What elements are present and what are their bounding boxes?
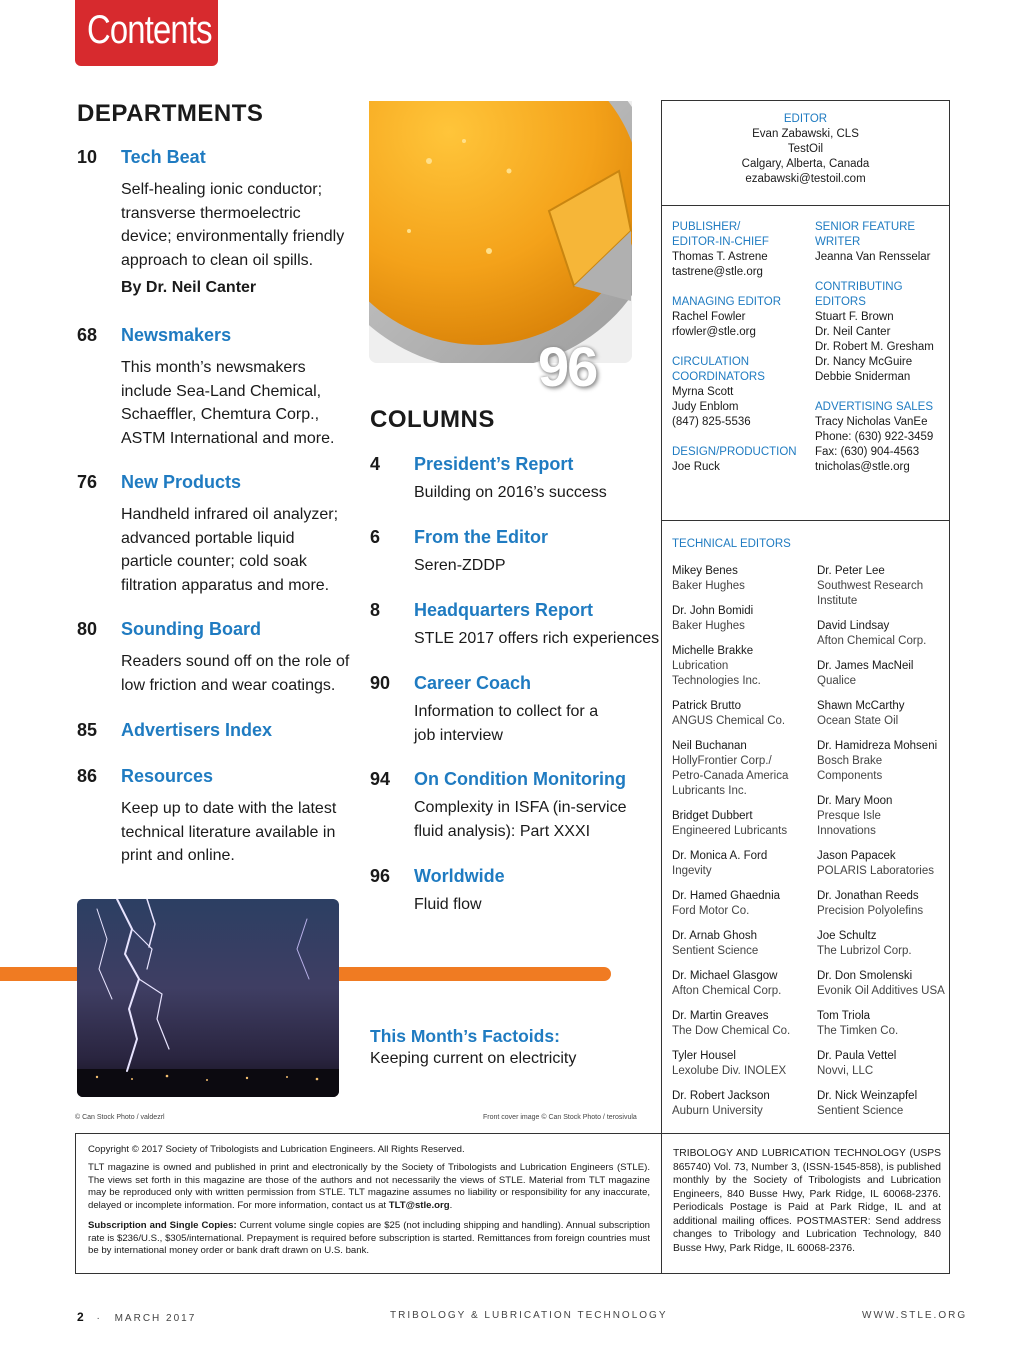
toc-description: Complexity in ISFA (in-service (414, 799, 627, 816)
editor-info-line: TestOil (787, 143, 824, 155)
technical-editor-entry (817, 619, 947, 649)
masthead-divider (662, 205, 949, 206)
masthead-group (815, 220, 945, 265)
tech-editors-right (817, 564, 947, 1119)
technical-editor-entry (672, 849, 812, 879)
subscription-text: Current volume single copies are $25 (not including shipping and handling). Annual subscription rate is $236/U.S., $305/international. Prepayment is required before subscription is started. Remittances from foreign countries must be by international money order or bank draft drawn on U.S. bank. (88, 1220, 650, 1257)
toc-description: device; environmentally friendly (121, 228, 345, 245)
photo-credit-right: Front cover image © Can Stock Photo / terosivula (483, 1114, 637, 1121)
editor-organization: Southwest Research (817, 580, 924, 592)
toc-page-number: 6 (370, 527, 381, 547)
toc-page-number: 4 (370, 454, 381, 474)
toc-title-link[interactable]: From the Editor (414, 527, 548, 547)
masthead-left-column (672, 220, 812, 475)
editor-name: Dr. Jonathan Reeds (817, 890, 919, 902)
toc-description: This month’s newsmakers (121, 359, 306, 376)
technical-editor-entry (817, 1049, 947, 1079)
subscription-notice (88, 1220, 650, 1258)
technical-editor-entry (672, 889, 812, 919)
technical-editor-entry (672, 739, 812, 799)
masthead-role-label: COORDINATORS (672, 371, 765, 383)
masthead-group (672, 220, 812, 280)
contact-email[interactable]: TLT@stle.org (388, 1199, 450, 1211)
masthead-role-label: MANAGING EDITOR (672, 296, 782, 308)
page-number: 2 (77, 1310, 84, 1324)
technical-editor-entry (672, 1049, 812, 1079)
editor-organization: Baker Hughes (672, 580, 745, 592)
editor-organization: Ford Motor Co. (672, 905, 750, 917)
editor-organization: Lexolube Div. INOLEX (672, 1065, 787, 1077)
editor-organization: Technologies Inc. (672, 675, 761, 687)
toc-description: Building on 2016’s success (414, 484, 607, 501)
issue-date: MARCH 2017 (114, 1313, 197, 1324)
toc-description: Readers sound off on the role of (121, 653, 350, 670)
editor-name: Dr. Michael Glasgow (672, 970, 778, 982)
toc-page-number: 85 (77, 720, 98, 740)
masthead-person-line: Dr. Nancy McGuire (815, 356, 913, 368)
masthead-person-line: Judy Enblom (672, 401, 739, 413)
editor-name: Joe Schultz (817, 930, 877, 942)
factoids-title: This Month’s Factoids: (370, 1026, 560, 1046)
editor-organization: Auburn University (672, 1105, 763, 1117)
editor-name: Shawn McCarthy (817, 700, 905, 712)
toc-description: Schaeffler, Chemtura Corp., (121, 406, 320, 423)
editor-organization: Afton Chemical Corp. (817, 635, 927, 647)
editor-name: Dr. Hamidreza Mohseni (817, 740, 938, 752)
editor-info-line: ezabawski@testoil.com (745, 173, 866, 185)
toc-description: STLE 2017 offers rich experiences (414, 630, 660, 647)
toc-title-link[interactable]: Worldwide (414, 866, 505, 886)
toc-page-number: 76 (77, 472, 98, 492)
masthead-role-label: EDITOR-IN-CHIEF (672, 236, 769, 248)
legal-box (75, 1133, 662, 1274)
editor-name: Dr. Hamed Ghaednia (672, 890, 781, 902)
departments-heading: DEPARTMENTS (77, 100, 264, 127)
technical-editor-entry (817, 969, 947, 999)
editor-organization: Engineered Lubricants (672, 825, 788, 837)
masthead-group (672, 445, 812, 475)
editor-name: Dr. Don Smolenski (817, 970, 913, 982)
masthead-person-line: Dr. Neil Canter (815, 326, 891, 338)
editor-name: Mikey Benes (672, 565, 738, 577)
toc-description: Information to collect for a (414, 703, 599, 720)
technical-editor-entry (817, 699, 947, 729)
tech-editors-left (672, 564, 812, 1119)
editor-organization: Sentient Science (672, 945, 759, 957)
masthead-right-column (815, 220, 945, 475)
masthead-person-line: Joe Ruck (672, 461, 720, 473)
masthead-person-line: rfowler@stle.org (672, 326, 756, 338)
publication-statement: TRIBOLOGY AND LUBRICATION TECHNOLOGY (USPS 865740) Vol. 73, Number 3, (ISSN-1545-858), is published monthly by the Society of Tribologists and Lubrication Engineers, 840 Busse Hwy, Park Ridge, IL 60068-2376. Periodicals Postage is Paid at Park Ridge, IL and at additional mailing offices. POSTMASTER: Send address changes to Tribology and Lubrication Technology, 840 Busse Hwy, Park Ridge, IL 60068-2376. (673, 1148, 941, 1254)
technical-editor-entry (672, 699, 812, 729)
technical-editor-entry (817, 889, 947, 919)
toc-description: Fluid flow (414, 896, 482, 913)
photo-credit-left: © Can Stock Photo / valdezrl (75, 1114, 165, 1121)
masthead-role-label: PUBLISHER/ (672, 221, 741, 233)
masthead-person-line: (847) 825-5536 (672, 416, 751, 428)
toc-page-number: 90 (370, 673, 391, 693)
toc-description: fluid analysis): Part XXXI (414, 822, 591, 840)
editor-organization: Sentient Science (817, 1105, 904, 1117)
editor-organization: Precision Polyolefins (817, 905, 924, 917)
toc-description: particle counter; cold soak (121, 553, 307, 570)
masthead-person-line: Thomas T. Astrene (672, 251, 768, 263)
toc-description: job interview (414, 726, 503, 744)
toc-page-number: 68 (77, 325, 98, 345)
technical-editor-entry (817, 929, 947, 959)
editor-name: Tyler Housel (672, 1050, 736, 1062)
factoids-subtitle: Keeping current on electricity (370, 1050, 577, 1067)
masthead-divider (662, 520, 949, 521)
toc-page-number: 80 (77, 619, 98, 639)
technical-editor-entry (672, 969, 812, 999)
editor-name: David Lindsay (817, 620, 890, 632)
editor-organization: Ingevity (672, 865, 712, 877)
editor-organization: Bosch Brake Components (817, 755, 883, 782)
technical-editor-entry (672, 1089, 812, 1119)
toc-title-link[interactable]: President’s Report (414, 454, 574, 474)
editor-organization: Evonik Oil Additives USA (817, 985, 945, 997)
editor-name: Dr. John Bomidi (672, 605, 754, 617)
technical-editor-entry (672, 604, 812, 634)
toc-page-number: 94 (370, 769, 391, 789)
masthead-person-line: tastrene@stle.org (672, 266, 763, 278)
contents-tab (75, 0, 218, 66)
technical-editor-entry (672, 644, 812, 689)
editor-organization: Petro-Canada America (672, 770, 789, 782)
technical-editor-entry (817, 849, 947, 879)
toc-description: Keep up to date with the latest (121, 800, 337, 817)
toc-title-link[interactable]: Advertisers Index (121, 720, 273, 740)
editor-name: Dr. Robert Jackson (672, 1090, 770, 1102)
technical-editor-entry (817, 794, 947, 839)
editor-name: Jason Papacek (817, 850, 896, 862)
toc-description: Self-healing ionic conductor; (121, 181, 323, 198)
masthead-group (815, 280, 945, 385)
toc-description: technical literature available in (121, 823, 336, 841)
editor-name: Tom Triola (817, 1010, 871, 1022)
toc-byline: By Dr. Neil Canter (121, 279, 257, 296)
editor-name: Dr. Mary Moon (817, 795, 893, 807)
masthead-person-line: Myrna Scott (672, 386, 734, 398)
editor-name: Michelle Brakke (672, 645, 754, 657)
toc-title-link[interactable]: New Products (121, 472, 242, 492)
ownership-notice: TLT magazine is owned and published in print and electronically by the Society of Tribologists and Lubrication Engineers (STLE). The views set forth in this magazine are those of the authors and not necessarily the views of STLE. Material from TLT magazine may be reproduced only with written permission from STLE. TLT magazine assumes no liability or responsibility for any inaccurate, delayed or incomplete information. For more information, contact us at TLT@stle.org. (88, 1162, 650, 1211)
toc-title-link[interactable]: Career Coach (414, 673, 532, 693)
lightning-photo (77, 899, 339, 1097)
toc-description: include Sea-Land Chemical, (121, 382, 322, 400)
toc-description: Seren-ZDDP (414, 557, 506, 574)
technical-editors-label: TECHNICAL EDITORS (672, 538, 791, 550)
toc-page-number: 8 (370, 600, 381, 620)
masthead-divider (662, 1133, 949, 1134)
toc-title-link[interactable]: Resources (121, 766, 214, 786)
masthead-box (661, 100, 950, 1274)
masthead-group (672, 355, 812, 430)
masthead-person-line: tnicholas@stle.org (815, 461, 910, 473)
editor-organization: The Dow Chemical Co. (672, 1025, 791, 1037)
toc-description: transverse thermoelectric (121, 204, 301, 222)
editor-name: Dr. Paula Vettel (817, 1050, 897, 1062)
technical-editor-entry (672, 929, 812, 959)
masthead-role-label: CIRCULATION (672, 356, 750, 368)
toc-description: filtration apparatus and more. (121, 576, 330, 594)
technical-editor-entry (817, 1009, 947, 1039)
editor-organization: Innovations (817, 825, 876, 837)
toc-page-number: 96 (370, 866, 391, 886)
editor-info-line: Calgary, Alberta, Canada (741, 158, 870, 170)
toc-page-number: 10 (77, 147, 98, 167)
masthead-person-line: Dr. Robert M. Gresham (815, 341, 934, 353)
footer-separator: · (96, 1313, 102, 1324)
copyright-notice: Copyright © 2017 Society of Tribologists and Lubrication Engineers. All Rights Reserved. (88, 1144, 465, 1155)
editor-organization: Ocean State Oil (817, 715, 899, 727)
editor-organization: HollyFrontier Corp./ (672, 755, 772, 767)
toc-description: Handheld infrared oil analyzer; (121, 506, 339, 523)
masthead-person-line: Tracy Nicholas VanEe (815, 416, 928, 428)
technical-editor-entry (672, 1009, 812, 1039)
technical-editor-entry (672, 564, 812, 594)
masthead-person-line: Rachel Fowler (672, 311, 746, 323)
editor-block (662, 112, 949, 187)
editor-info-line: Evan Zabawski, CLS (752, 128, 859, 140)
toc-description: print and online. (121, 847, 235, 864)
technical-editor-entry (817, 739, 947, 784)
columns-heading: COLUMNS (370, 406, 495, 433)
editor-organization: Presque Isle (817, 810, 881, 822)
masthead-role-label: CONTRIBUTING EDITORS (815, 281, 903, 308)
magazine-name: TRIBOLOGY & LUBRICATION TECHNOLOGY (390, 1310, 668, 1321)
toc-description: approach to clean oil spills. (121, 251, 314, 269)
editor-organization: POLARIS Laboratories (817, 865, 934, 877)
editor-name: Dr. Nick Weinzapfel (817, 1090, 918, 1102)
editor-organization: Lubricants Inc. (672, 785, 747, 797)
editor-name: Dr. Arnab Ghosh (672, 930, 758, 942)
toc-title-link[interactable]: Tech Beat (121, 147, 206, 167)
technical-editor-entry (817, 564, 947, 609)
masthead-person-line: Phone: (630) 922-3459 (815, 431, 934, 443)
masthead-person-line: Jeanna Van Rensselar (815, 251, 931, 263)
editor-name: Bridget Dubbert (672, 810, 753, 822)
ownership-text: TLT magazine is owned and published in print and electronically by the Society of Tribologists and Lubrication Engineers (STLE). The views set forth in this magazine are those of the authors and not necessarily the views of STLE. Material from TLT magazine may be reproduced only with written permission from STLE. TLT magazine assumes no liability or responsibility for any inaccurate, delayed or incomplete information. For more information, contact us at (88, 1162, 650, 1211)
subscription-label: Subscription and Single Copies: (88, 1220, 237, 1231)
toc-description: advanced portable liquid (121, 529, 295, 547)
masthead-group (672, 295, 812, 340)
editor-name: Neil Buchanan (672, 740, 747, 752)
toc-title-link[interactable]: Newsmakers (121, 325, 232, 345)
editor-organization: Qualice (817, 675, 856, 687)
cover-image (369, 101, 632, 363)
editor-organization: The Timken Co. (817, 1025, 899, 1037)
technical-editor-entry (817, 1089, 947, 1119)
editor-organization: ANGUS Chemical Co. (672, 715, 786, 727)
masthead-role-label: ADVERTISING SALES (815, 401, 934, 413)
masthead-person-line: Debbie Sniderman (815, 371, 911, 383)
technical-editor-entry (672, 809, 812, 839)
website-url[interactable]: WWW.STLE.ORG (862, 1310, 968, 1321)
editor-name: Dr. Monica A. Ford (672, 850, 768, 862)
masthead-role-label: SENIOR FEATURE WRITER (815, 221, 916, 248)
editor-name: Patrick Brutto (672, 700, 742, 712)
editor-organization: Afton Chemical Corp. (672, 985, 782, 997)
masthead-person-line: Fax: (630) 904-4563 (815, 446, 920, 458)
toc-title-link[interactable]: Headquarters Report (414, 600, 594, 620)
masthead-group (815, 400, 945, 475)
editor-organization: The Lubrizol Corp. (817, 945, 912, 957)
toc-page-number: 86 (77, 766, 98, 786)
editor-organization: Institute (817, 595, 858, 607)
editor-organization: Baker Hughes (672, 620, 745, 632)
toc-title-link[interactable]: Sounding Board (121, 619, 261, 639)
cover-page-number: 96 (538, 335, 597, 398)
editor-name: Dr. Martin Greaves (672, 1010, 769, 1022)
toc-description: low friction and wear coatings. (121, 676, 336, 694)
editor-name: Dr. Peter Lee (817, 565, 885, 577)
masthead-role-label: DESIGN/PRODUCTION (672, 446, 797, 458)
toc-title-link[interactable]: On Condition Monitoring (414, 769, 626, 789)
toc-description: ASTM International and more. (121, 429, 335, 447)
technical-editor-entry (817, 659, 947, 689)
masthead-person-line: Stuart F. Brown (815, 311, 894, 323)
editor-organization: Novvi, LLC (817, 1065, 874, 1077)
editor-organization: Lubrication (672, 660, 729, 672)
contents-title: Contents (87, 8, 212, 52)
page-footer-left (77, 1310, 196, 1324)
editor-label: EDITOR (783, 113, 828, 125)
editor-name: Dr. James MacNeil (817, 660, 914, 672)
